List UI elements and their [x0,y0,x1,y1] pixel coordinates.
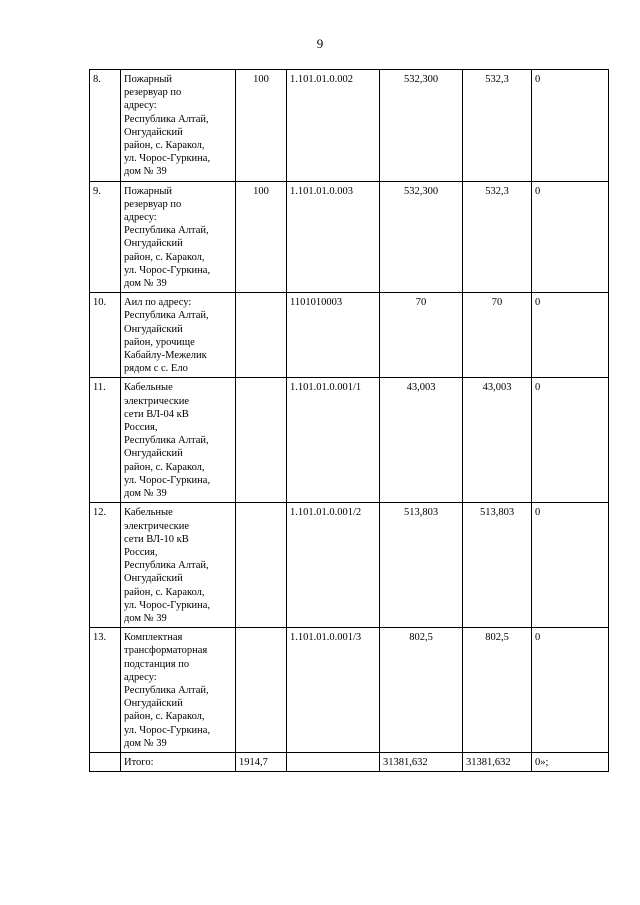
total-residual: 31381,632 [463,752,532,771]
table-row [90,503,609,628]
total-area: 1914,7 [236,752,287,771]
inventory-number: 1.101.01.0.003 [287,181,380,293]
balance-value: 802,5 [380,628,463,753]
balance-value: 513,803 [380,503,463,628]
inventory-number: 1.101.01.0.001/3 [287,628,380,753]
row-number: 8. [90,70,121,182]
residual-value: 532,3 [463,181,532,293]
inventory-number: 1101010003 [287,293,380,378]
object-area [236,293,287,378]
total-label: Итого: [121,752,236,771]
total-depreciation: 0»; [532,752,609,771]
object-name: Пожарный резервуар по адресу: Республика Алтай, Онгудайский район, с. Каракол, ул. Чорос-Гуркина, дом № 39 [121,70,236,182]
depreciation-value: 0 [532,181,609,293]
object-area: 100 [236,181,287,293]
balance-value: 70 [380,293,463,378]
table-row [90,70,609,182]
residual-value: 513,803 [463,503,532,628]
depreciation-value: 0 [532,293,609,378]
table-row [90,181,609,293]
object-name: Кабельные электрические сети ВЛ-04 кВ Россия, Республика Алтай, Онгудайский район, с. Каракол, ул. Чорос-Гуркина, дом № 39 [121,378,236,503]
total-row [90,752,609,771]
balance-value: 532,300 [380,181,463,293]
row-number: 13. [90,628,121,753]
object-name: Кабельные электрические сети ВЛ-10 кВ Россия, Республика Алтай, Онгудайский район, с. Каракол, ул. Чорос-Гуркина, дом № 39 [121,503,236,628]
object-area [236,628,287,753]
residual-value: 43,003 [463,378,532,503]
depreciation-value: 0 [532,503,609,628]
residual-value: 802,5 [463,628,532,753]
table-body [90,70,609,772]
inventory-number: 1.101.01.0.001/1 [287,378,380,503]
inventory-number: 1.101.01.0.002 [287,70,380,182]
balance-value: 532,300 [380,70,463,182]
depreciation-value: 0 [532,378,609,503]
object-name: Комплектная трансформаторная подстанция по адресу: Республика Алтай, Онгудайский район, с. Каракол, ул. Чорос-Гуркина, дом № 39 [121,628,236,753]
table-row [90,293,609,378]
row-number: 11. [90,378,121,503]
inventory-number: 1.101.01.0.001/2 [287,503,380,628]
row-number: 10. [90,293,121,378]
row-number: 9. [90,181,121,293]
table-row [90,628,609,753]
depreciation-value: 0 [532,70,609,182]
row-number: 12. [90,503,121,628]
residual-value: 70 [463,293,532,378]
object-name: Аил по адресу: Республика Алтай, Онгудайский район, урочище Кабайлу-Межелик рядом с с. Ело [121,293,236,378]
property-registry-table [89,69,609,772]
total-balance: 31381,632 [380,752,463,771]
total-row-number [90,752,121,771]
total-inventory [287,752,380,771]
object-area [236,378,287,503]
page-number: 9 [316,36,324,51]
object-area [236,503,287,628]
object-name: Пожарный резервуар по адресу: Республика Алтай, Онгудайский район, с. Каракол, ул. Чорос-Гуркина, дом № 39 [121,181,236,293]
residual-value: 532,3 [463,70,532,182]
object-area: 100 [236,70,287,182]
balance-value: 43,003 [380,378,463,503]
depreciation-value: 0 [532,628,609,753]
table-row [90,378,609,503]
